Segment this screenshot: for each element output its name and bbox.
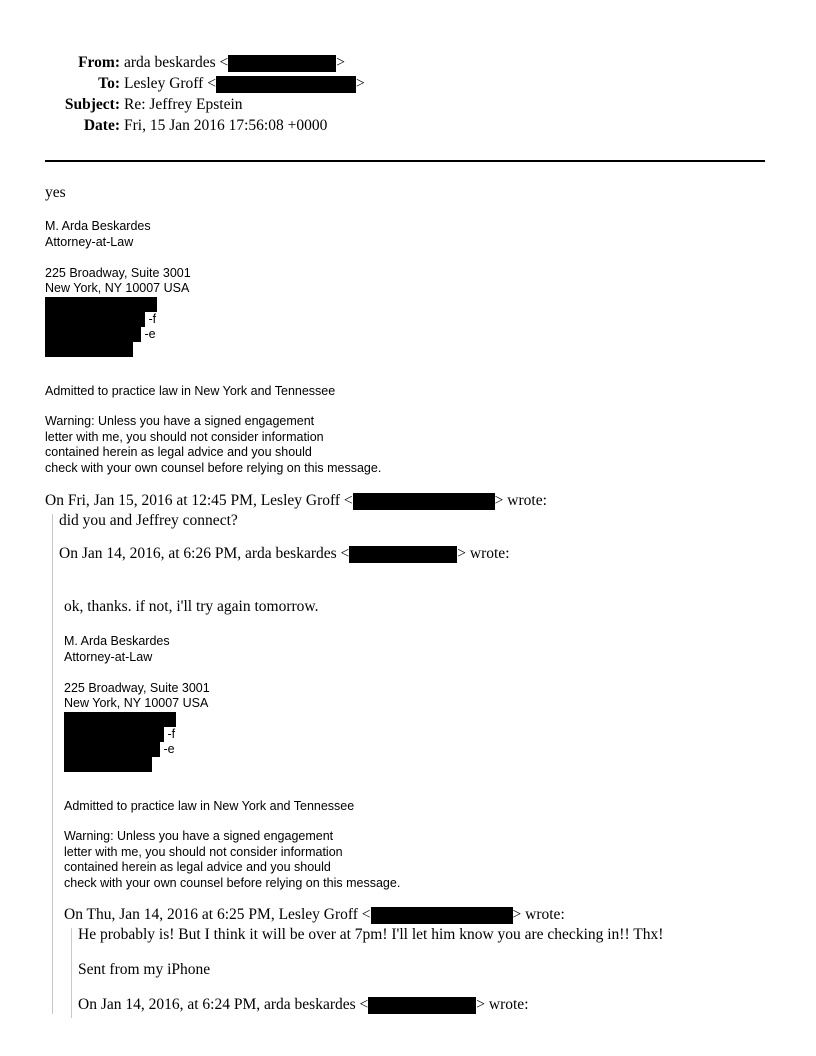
from-name: arda beskardes < <box>124 54 229 71</box>
warning-line: contained herein as legal advice and you should <box>64 860 331 874</box>
signature-title: Attorney-at-Law <box>64 649 153 664</box>
attribution-text: > wrote: <box>512 906 565 923</box>
redacted-web <box>45 342 191 357</box>
quote3-attribution <box>64 906 565 924</box>
quote4-attribution <box>78 996 529 1014</box>
attribution-text: > wrote: <box>476 996 529 1013</box>
subject-label: Subject: <box>64 96 120 113</box>
attribution-text: On Thu, Jan 14, 2016 at 6:25 PM, Lesley Groff < <box>64 906 371 923</box>
redaction-block <box>64 757 152 772</box>
signature-address2: New York, NY 10007 USA <box>45 281 190 295</box>
signature-name: M. Arda Beskardes <box>45 219 151 233</box>
warning-line: contained herein as legal advice and you should <box>45 445 312 459</box>
quote1-attribution <box>45 492 547 510</box>
quote3-bar <box>71 928 72 1018</box>
signature-address1: 225 Broadway, Suite 3001 <box>64 680 210 695</box>
redacted-email-line <box>45 327 191 342</box>
redacted-fax <box>45 312 191 327</box>
quote1-bar <box>52 514 53 1014</box>
to-name: Lesley Groff < <box>124 75 216 92</box>
redaction-block <box>64 742 160 757</box>
email-suffix: -e <box>160 741 175 756</box>
redacted-email <box>216 76 356 93</box>
subject-value: Re: Jeffrey Epstein <box>124 96 243 113</box>
fax-suffix: -f <box>145 311 157 326</box>
quote2-attribution <box>59 545 510 563</box>
to-close: > <box>355 75 365 92</box>
warning-line: letter with me, you should not consider information <box>64 844 343 859</box>
redacted-fax <box>64 727 210 742</box>
from-row <box>0 52 600 73</box>
attribution-text: On Jan 14, 2016, at 6:24 PM, arda beskardes < <box>78 996 369 1013</box>
header-divider <box>45 160 765 162</box>
redacted-phone <box>64 712 210 727</box>
from-value <box>124 52 345 73</box>
attribution-text: > wrote: <box>494 492 547 509</box>
warning-line: check with your own counsel before relying on this message. <box>64 875 401 890</box>
quote2-admitted-note: Admitted to practice law in New York and Tennessee <box>64 799 355 813</box>
to-value <box>124 73 365 94</box>
redaction-block <box>45 297 157 312</box>
redacted-email <box>349 546 457 563</box>
quote1-body: did you and Jeffrey connect? <box>59 512 238 529</box>
redaction-block <box>45 312 145 327</box>
redacted-email <box>228 55 336 72</box>
signature-name: M. Arda Beskardes <box>64 634 170 648</box>
redacted-email-line <box>64 742 210 757</box>
redaction-block <box>45 327 141 342</box>
warning-line: letter with me, you should not consider information <box>45 429 324 444</box>
date-value: Fri, 15 Jan 2016 17:56:08 +0000 <box>124 117 328 134</box>
redaction-block <box>64 727 164 742</box>
signature-address2: New York, NY 10007 USA <box>64 696 209 710</box>
from-close: > <box>336 54 346 71</box>
redaction-block <box>64 712 176 727</box>
redacted-email <box>368 997 476 1014</box>
to-label: To: <box>98 75 120 92</box>
date-label: Date: <box>83 117 120 134</box>
redacted-phone <box>45 297 191 312</box>
attribution-text: > wrote: <box>457 545 510 562</box>
quote2-warning-note <box>64 829 400 891</box>
email-suffix: -e <box>141 326 156 341</box>
fax-suffix: -f <box>164 726 176 741</box>
from-label: From: <box>78 54 120 71</box>
redacted-email <box>353 493 495 510</box>
signature-title: Attorney-at-Law <box>45 234 134 249</box>
date-row <box>0 115 600 136</box>
admitted-note: Admitted to practice law in New York and Tennessee <box>45 384 336 398</box>
quote2-signature <box>64 634 210 772</box>
to-row <box>0 73 600 94</box>
attribution-text: On Jan 14, 2016, at 6:26 PM, arda beskardes < <box>59 545 350 562</box>
message-body: yes <box>45 184 66 201</box>
redaction-block <box>45 342 133 357</box>
signature-address1: 225 Broadway, Suite 3001 <box>45 265 191 280</box>
warning-line: Warning: Unless you have a signed engagement <box>64 829 334 843</box>
warning-line: check with your own counsel before relying on this message. <box>45 460 382 475</box>
subject-row <box>0 94 600 115</box>
redacted-email <box>371 907 513 924</box>
warning-line: Warning: Unless you have a signed engagement <box>45 414 315 428</box>
signature <box>45 219 191 357</box>
quote3-sent-from: Sent from my iPhone <box>78 961 211 978</box>
redacted-web <box>64 757 210 772</box>
quote2-body: ok, thanks. if not, i'll try again tomorrow. <box>64 598 319 615</box>
email-header <box>0 52 600 136</box>
attribution-text: On Fri, Jan 15, 2016 at 12:45 PM, Lesley Groff < <box>45 492 353 509</box>
warning-note <box>45 414 381 476</box>
quote3-body: He probably is! But I think it will be over at 7pm! I'll let him know you are checking in!! Thx! <box>78 926 664 943</box>
